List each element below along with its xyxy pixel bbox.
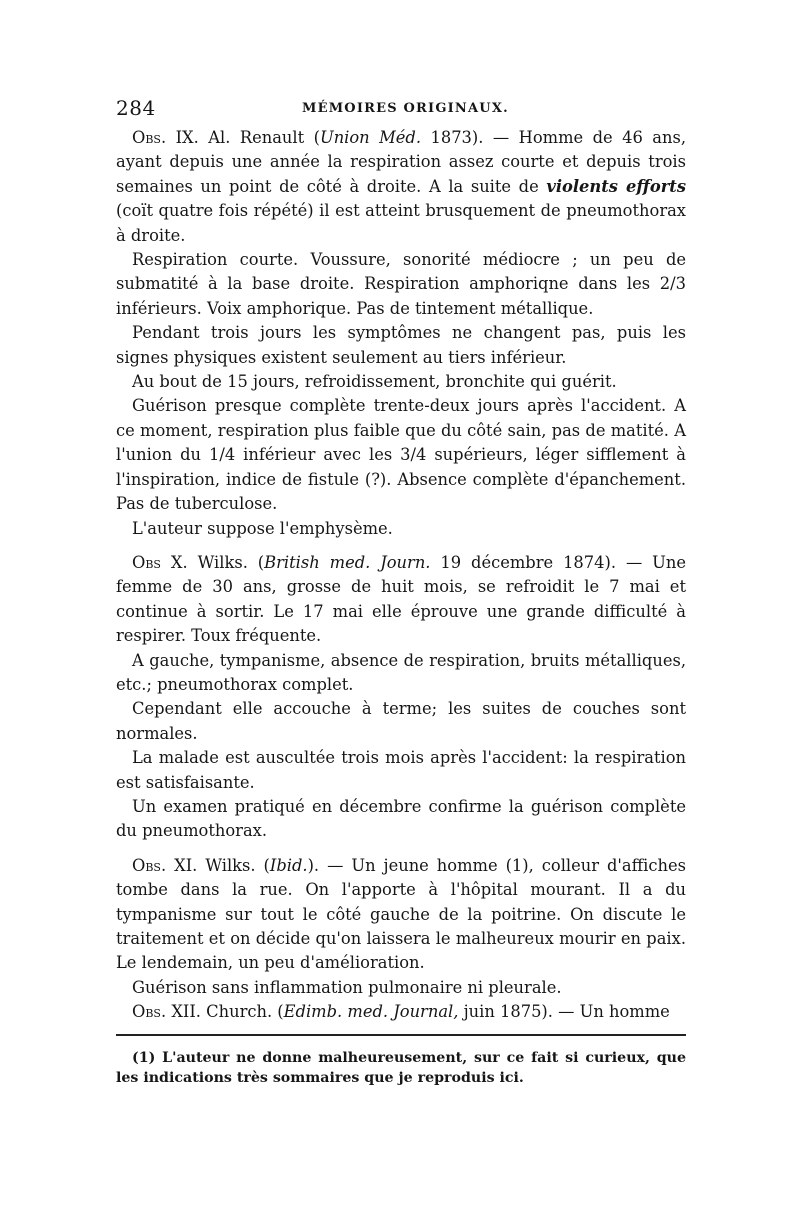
obs-label: Obs. XI. [132,855,198,875]
obs-author: Al. Renault ( [208,128,320,147]
obs-text: juin 1875). — Un homme [458,1002,670,1022]
obs-source: Ibid. [269,855,308,875]
running-head [116,92,686,126]
obs-author: Wilks. ( [197,552,265,572]
obs-text-end: (coït quatre fois répété) il est atteint brusquement de pneumothorax à droite. [116,201,686,245]
obs-source: British med. Journ. [264,552,431,572]
body-text [116,126,686,1025]
obs-author: Wilks. ( [205,855,270,875]
footnote-rule [116,1034,686,1036]
paragraph: Cependant elle accouche à terme; les suites de couches sont normales. [116,699,686,743]
obs-label: Obs X. [132,552,188,572]
obs-9-intro [116,126,686,248]
page-number: 284 [116,96,156,120]
obs-text: ). — Un jeune homme (1), colleur d'affiches tombe dans la rue. On l'apporte à l'hôpital mourant. Il a du tympanisme sur tout le côté gauche de la poitrine. On discute le traitement et on décide qu'on laissera le malheureux mourir en paix. Le lendemain, un peu d'amélioration. [116,855,686,973]
paragraph: Guérison sans inflammation pulmonaire ni pleurale. [132,977,562,997]
paragraph: Pendant trois jours les symptômes ne changent pas, puis les signes physiques existent seulement au tiers inférieur. [116,323,686,367]
paragraph: L'auteur suppose l'emphysème. [132,518,393,538]
paragraph: Au bout de 15 jours, refroidissement, bronchite qui guérit. [132,372,617,392]
paragraph: A gauche, tympanisme, absence de respiration, bruits métalliques, etc.; pneumothorax complet. [116,650,686,694]
paragraph: Respiration courte. Voussure, sonorité médiocre ; un peu de submatité à la base droite. Respiration amphoriqne dans les 2/3 inférieurs. Voix amphorique. Pas de tintement métallique. [116,250,686,318]
emphasis: violents efforts [546,176,686,196]
paragraph: Guérison presque complète trente-deux jours après l'accident. A ce moment, respiration plus faible que du côté sain, pas de matité. A l'union du 1/4 inférieur avec les 3/4 supérieurs, léger sifflement à l'inspiration, indice de fistule (?). Absence complète d'épanchement. Pas de tuberculose. [116,396,686,514]
obs-text: 1873). — Homme de 46 ans, ayant depuis une année la respiration assez courte et depuis trois semaines un point de côté à droite. A la suite de [116,128,686,196]
obs-label: Obs. IX. [132,128,199,147]
obs-author: Church. ( [206,1002,284,1022]
running-title: MÉMOIRES ORIGINAUX. [302,101,509,116]
obs-12-intro [116,1000,686,1024]
obs-11-intro [116,854,686,976]
paragraph: La malade est auscultée trois mois après l'accident: la respiration est satisfaisante. [116,748,686,792]
obs-text: 19 décembre 1874). — Une femme de 30 ans, grosse de huit mois, se refroidit le 7 mai et continue à sortir. Le 17 mai elle éprouve une grande difficulté à respirer. Toux fréquente. [116,552,686,646]
obs-source: Union Méd. [319,128,422,147]
book-page [116,92,686,1088]
paragraph: Un examen pratiqué en décembre confirme la guérison complète du pneumothorax. [116,796,686,841]
obs-10-intro [116,551,686,649]
obs-source: Edimb. med. Journal, [283,1002,459,1022]
footnote: (1) L'auteur ne donne malheureusement, sur ce fait si curieux, que les indications très sommaires que je reproduis ici. [116,1049,686,1086]
obs-label: Obs. XII. [132,1002,201,1022]
